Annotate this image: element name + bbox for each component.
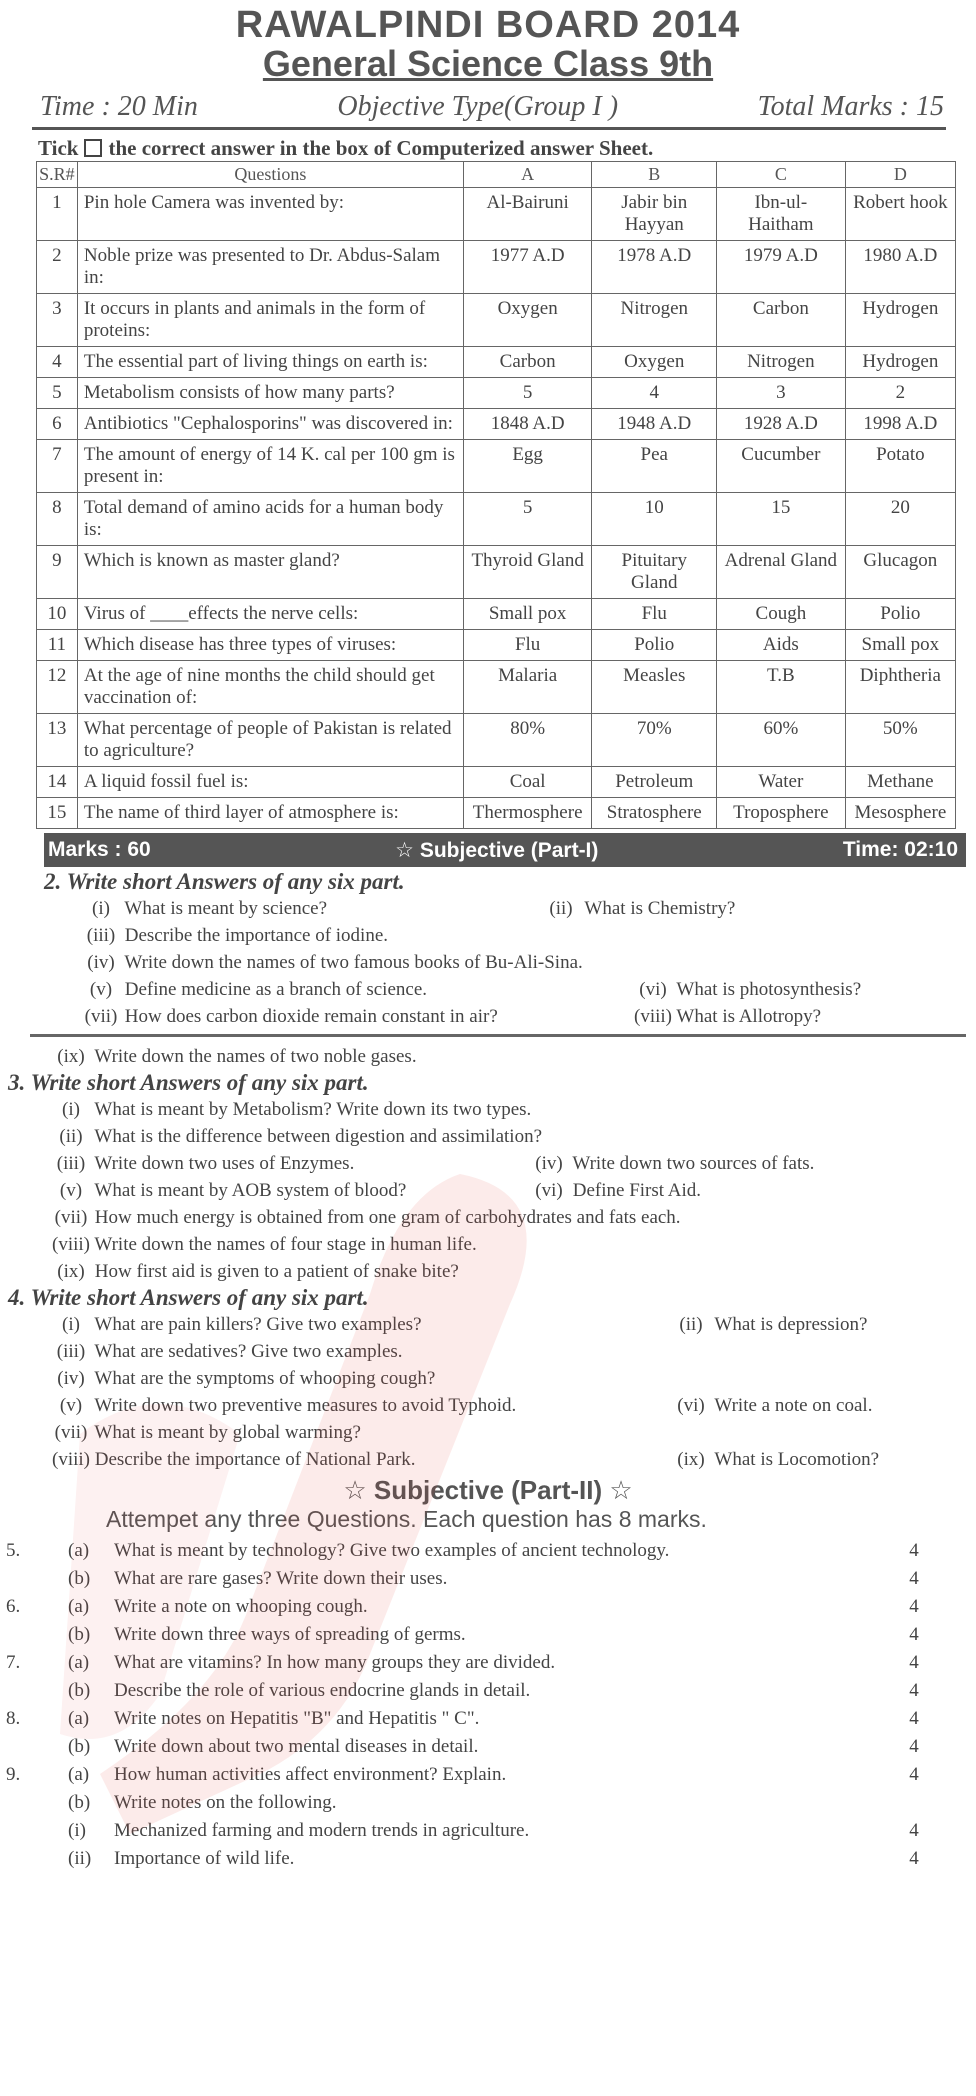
option-c-cell: T.B xyxy=(717,661,846,714)
option-c-cell: 60% xyxy=(717,714,846,767)
question-text: How human activities affect environment? Explain. xyxy=(114,1764,507,1785)
marks-value: 4 xyxy=(909,1596,919,1617)
list-item xyxy=(0,1817,976,1845)
list-item xyxy=(0,1677,976,1705)
q2-ix-row: (ix) Write down the names of two noble gases. xyxy=(57,1046,417,1067)
question-text: Write down about two mental diseases in detail. xyxy=(114,1736,479,1757)
part1-title: ☆ Subjective (Part-I) xyxy=(395,838,599,862)
list-item xyxy=(0,1705,976,1733)
table-row xyxy=(37,294,956,347)
marks-value: 4 xyxy=(909,1764,919,1785)
question-cell: The name of third layer of atmosphere is: xyxy=(77,798,463,829)
marks-value: 4 xyxy=(909,1680,919,1701)
header-c: C xyxy=(717,162,846,188)
question-cell: Antibiotics "Cephalosporins" was discovered in: xyxy=(77,409,463,440)
table-row xyxy=(37,347,956,378)
question-2: 2. Write short Answers of any six part. (i) What is meant by science? (ii) What is Chemistry? (iii) Describe the importance of iodine. (iv) Write down the names of two famous books of Bu-Ali-Sina. (v) Define medicine as a branch of science. (vi) What is photosynthesis? (vii) How does carbon dioxide remain constant in air? (viii) What is Allotropy? xyxy=(0,869,976,1030)
option-a-cell: 1977 A.D xyxy=(463,241,592,294)
option-a-cell: Carbon xyxy=(463,347,592,378)
long-questions xyxy=(0,1537,976,1873)
sr-cell: 6 xyxy=(37,409,78,440)
question-cell: A liquid fossil fuel is: xyxy=(77,767,463,798)
table-row xyxy=(37,599,956,630)
list-item xyxy=(0,1649,976,1677)
q4-i: What are pain killers? Give two examples? xyxy=(94,1314,422,1335)
question-cell: Virus of ____effects the nerve cells: xyxy=(77,599,463,630)
part-letter: (a) xyxy=(68,1652,90,1673)
instruction xyxy=(0,136,976,161)
option-c-cell: 1979 A.D xyxy=(717,241,846,294)
option-d-cell: 2 xyxy=(845,378,955,409)
q4-iv: What are the symptoms of whooping cough? xyxy=(94,1368,436,1389)
q2-vi: What is photosynthesis? xyxy=(676,979,862,1000)
question-cell: Noble prize was presented to Dr. Abdus-Salam in: xyxy=(77,241,463,294)
q4-ii: What is depression? xyxy=(714,1314,868,1335)
question-text: What is meant by technology? Give two examples of ancient technology. xyxy=(114,1540,670,1561)
option-b-cell: Pea xyxy=(592,440,717,493)
option-b-cell: Pituitary Gland xyxy=(592,546,717,599)
option-c-cell: Carbon xyxy=(717,294,846,347)
option-a-cell: Flu xyxy=(463,630,592,661)
question-cell: At the age of nine months the child should get vaccination of: xyxy=(77,661,463,714)
list-item xyxy=(0,1593,976,1621)
option-a-cell: Coal xyxy=(463,767,592,798)
sr-cell: 3 xyxy=(37,294,78,347)
part2-instruction: Attempet any three Questions. Each question has 8 marks. xyxy=(106,1506,707,1532)
option-d-cell: Polio xyxy=(845,599,955,630)
question-text: Write notes on Hepatitis "B" and Hepatitis " C". xyxy=(114,1708,480,1729)
q3-ii: What is the difference between digestion and assimilation? xyxy=(94,1126,543,1147)
q4-vi: Write a note on coal. xyxy=(714,1395,873,1416)
q2-ii: What is Chemistry? xyxy=(584,898,736,919)
mcq-body xyxy=(37,188,956,829)
option-c-cell: 3 xyxy=(717,378,846,409)
q2-iii: Describe the importance of iodine. xyxy=(124,925,389,946)
sr-cell: 4 xyxy=(37,347,78,378)
question-cell: The essential part of living things on earth is: xyxy=(77,347,463,378)
tick-word: Tick xyxy=(38,136,79,160)
q3-ix: How first aid is given to a patient of snake bite? xyxy=(94,1261,459,1282)
sr-cell: 2 xyxy=(37,241,78,294)
question-cell: Which is known as master gland? xyxy=(77,546,463,599)
part-letter: (b) xyxy=(68,1680,91,1701)
star-icon: ☆ xyxy=(395,838,420,862)
option-c-cell: Ibn-ul-Haitham xyxy=(717,188,846,241)
mcq-table xyxy=(36,161,956,829)
q4-iii: What are sedatives? Give two examples. xyxy=(94,1341,403,1362)
question-cell: Pin hole Camera was invented by: xyxy=(77,188,463,241)
header-b: B xyxy=(592,162,717,188)
table-row xyxy=(37,798,956,829)
q2-vii: How does carbon dioxide remain constant in air? xyxy=(124,1006,498,1027)
option-b-cell: Oxygen xyxy=(592,347,717,378)
option-a-cell: 1848 A.D xyxy=(463,409,592,440)
option-b-cell: Petroleum xyxy=(592,767,717,798)
option-a-cell: Egg xyxy=(463,440,592,493)
question-number: 7. xyxy=(6,1652,21,1673)
sr-cell: 8 xyxy=(37,493,78,546)
option-d-cell: Glucagon xyxy=(845,546,955,599)
sr-cell: 10 xyxy=(37,599,78,630)
option-d-cell: Diphtheria xyxy=(845,661,955,714)
part-letter: (a) xyxy=(68,1596,90,1617)
sr-cell: 14 xyxy=(37,767,78,798)
star-icon: ☆ xyxy=(343,1475,374,1505)
header-sr: S.R# xyxy=(37,162,78,188)
header-questions: Questions xyxy=(77,162,463,188)
option-d-cell: Potato xyxy=(845,440,955,493)
part-letter: (i) xyxy=(68,1820,86,1841)
question-3: 3. Write short Answers of any six part. (i) What is meant by Metabolism? Write down its two types. (ii) What is the difference between digestion and assimilation? (iii) Write down two uses of Enzymes. (iv) Write down two sources of fats. (v) What is meant by AOB system of blood? (vi) Define First Aid. (vii) How much energy is obtained from one gram of carbohydrates and fats each. (viii) Write down the names of four stage in human life. (ix) How first aid is given to a patient of snake bite? xyxy=(0,1070,976,1285)
marks-value: 4 xyxy=(909,1820,919,1841)
table-row xyxy=(37,241,956,294)
marks-value: 4 xyxy=(909,1708,919,1729)
table-header-row xyxy=(37,162,956,188)
option-d-cell: 20 xyxy=(845,493,955,546)
q2-iv: Write down the names of two famous books of Bu-Ali-Sina. xyxy=(124,952,583,973)
q4-viii: Describe the importance of National Park. xyxy=(94,1449,416,1470)
part-letter: (a) xyxy=(68,1764,90,1785)
question-text: What are rare gases? Write down their uses. xyxy=(114,1568,448,1589)
time-label: Time : 20 Min xyxy=(40,91,198,122)
marks-label: Marks : 60 xyxy=(48,838,151,861)
option-b-cell: 1948 A.D xyxy=(592,409,717,440)
option-d-cell: 1998 A.D xyxy=(845,409,955,440)
option-b-cell: 4 xyxy=(592,378,717,409)
subjective-part1-band xyxy=(44,833,966,867)
question-cell: What percentage of people of Pakistan is related to agriculture? xyxy=(77,714,463,767)
option-c-cell: Nitrogen xyxy=(717,347,846,378)
table-row xyxy=(37,630,956,661)
sr-cell: 12 xyxy=(37,661,78,714)
header-a: A xyxy=(463,162,592,188)
table-row xyxy=(37,493,956,546)
option-d-cell: 1980 A.D xyxy=(845,241,955,294)
question-number: 5. xyxy=(6,1540,21,1561)
option-a-cell: Thyroid Gland xyxy=(463,546,592,599)
question-text: Write notes on the following. xyxy=(114,1792,337,1813)
option-d-cell: 50% xyxy=(845,714,955,767)
q4-v: Write down two preventive measures to avoid Typhoid. xyxy=(94,1395,517,1416)
option-c-cell: Troposphere xyxy=(717,798,846,829)
question-4: 4. Write short Answers of any six part. (i) What are pain killers? Give two examples? (ii) What is depression? (iii) What are sedatives? Give two examples. (iv) What are the symptoms of whooping cough? (v) Write down two preventive measures to avoid Typhoid. (vi) Write a note on coal. (vii) What is meant by global warming? (viii) Describe the importance of National Park. (ix) What is Locomotion? xyxy=(0,1285,976,1473)
list-item xyxy=(0,1621,976,1649)
exam-header xyxy=(0,4,976,85)
option-b-cell: Flu xyxy=(592,599,717,630)
option-c-cell: Cough xyxy=(717,599,846,630)
star-icon: ☆ xyxy=(602,1475,633,1505)
part-letter: (b) xyxy=(68,1624,91,1645)
q2-ix: Write down the names of two noble gases. xyxy=(94,1046,417,1067)
q2-i: What is meant by science? xyxy=(124,898,328,919)
option-b-cell: 1978 A.D xyxy=(592,241,717,294)
option-d-cell: Robert hook xyxy=(845,188,955,241)
question-cell: Total demand of amino acids for a human body is: xyxy=(77,493,463,546)
question-cell: It occurs in plants and animals in the form of proteins: xyxy=(77,294,463,347)
q3-title: 3. Write short Answers of any six part. xyxy=(8,1070,369,1095)
sr-cell: 15 xyxy=(37,798,78,829)
option-a-cell: Oxygen xyxy=(463,294,592,347)
header-divider xyxy=(32,127,946,130)
question-text: Write down three ways of spreading of germs. xyxy=(114,1624,466,1645)
option-d-cell: Methane xyxy=(845,767,955,798)
table-row xyxy=(37,440,956,493)
q4-title: 4. Write short Answers of any six part. xyxy=(8,1285,369,1310)
q3-vii: How much energy is obtained from one gram of carbohydrates and fats each. xyxy=(94,1207,681,1228)
option-d-cell: Mesosphere xyxy=(845,798,955,829)
question-cell: The amount of energy of 14 K. cal per 100 gm is present in: xyxy=(77,440,463,493)
option-c-cell: Water xyxy=(717,767,846,798)
option-c-cell: 15 xyxy=(717,493,846,546)
marks-value: 4 xyxy=(909,1848,919,1869)
option-a-cell: 5 xyxy=(463,493,592,546)
question-text: Mechanized farming and modern trends in agriculture. xyxy=(114,1820,530,1841)
checkbox-icon xyxy=(84,139,102,157)
marks-value: 4 xyxy=(909,1540,919,1561)
q2-viii: What is Allotropy? xyxy=(676,1006,822,1027)
option-c-cell: Aids xyxy=(717,630,846,661)
marks-value: 4 xyxy=(909,1568,919,1589)
q2-v: Define medicine as a branch of science. xyxy=(124,979,428,1000)
option-a-cell: Al-Bairuni xyxy=(463,188,592,241)
sr-cell: 5 xyxy=(37,378,78,409)
marks-value: 4 xyxy=(909,1652,919,1673)
exam-meta-row xyxy=(0,91,976,123)
option-d-cell: Hydrogen xyxy=(845,347,955,378)
part-letter: (ii) xyxy=(68,1848,92,1869)
q3-vi: Define First Aid. xyxy=(572,1180,701,1201)
sr-cell: 7 xyxy=(37,440,78,493)
question-text: Write a note on whooping cough. xyxy=(114,1596,368,1617)
sr-cell: 11 xyxy=(37,630,78,661)
option-b-cell: 70% xyxy=(592,714,717,767)
option-b-cell: Polio xyxy=(592,630,717,661)
section-divider xyxy=(30,1034,966,1037)
question-number: 8. xyxy=(6,1708,21,1729)
option-c-cell: Adrenal Gland xyxy=(717,546,846,599)
total-marks-label: Total Marks : 15 xyxy=(757,91,944,122)
option-a-cell: 80% xyxy=(463,714,592,767)
option-b-cell: Jabir bin Hayyan xyxy=(592,188,717,241)
part-letter: (b) xyxy=(68,1792,91,1813)
part-letter: (a) xyxy=(68,1540,90,1561)
question-text: What are vitamins? In how many groups they are divided. xyxy=(114,1652,556,1673)
option-a-cell: 5 xyxy=(463,378,592,409)
option-d-cell: Hydrogen xyxy=(845,294,955,347)
option-b-cell: Measles xyxy=(592,661,717,714)
part-letter: (b) xyxy=(68,1568,91,1589)
option-b-cell: 10 xyxy=(592,493,717,546)
q3-i: What is meant by Metabolism? Write down its two types. xyxy=(94,1099,532,1120)
q3-iii: Write down two uses of Enzymes. xyxy=(94,1153,355,1174)
list-item xyxy=(0,1733,976,1761)
q4-ix: What is Locomotion? xyxy=(714,1449,880,1470)
table-row xyxy=(37,714,956,767)
list-item xyxy=(0,1761,976,1789)
list-item xyxy=(0,1789,976,1817)
table-row xyxy=(37,409,956,440)
option-c-cell: 1928 A.D xyxy=(717,409,846,440)
part-letter: (b) xyxy=(68,1736,91,1757)
type-label: Objective Type(Group I ) xyxy=(337,91,619,122)
q2-title: 2. Write short Answers of any six part. xyxy=(44,869,405,894)
list-item xyxy=(0,1537,976,1565)
question-text: Describe the role of various endocrine glands in detail. xyxy=(114,1680,531,1701)
option-d-cell: Small pox xyxy=(845,630,955,661)
list-item xyxy=(0,1845,976,1873)
part-letter: (a) xyxy=(68,1708,90,1729)
option-c-cell: Cucumber xyxy=(717,440,846,493)
question-number: 6. xyxy=(6,1596,21,1617)
instruction-text: the correct answer in the box of Computerized answer Sheet. xyxy=(108,136,654,160)
option-a-cell: Thermosphere xyxy=(463,798,592,829)
question-text: Importance of wild life. xyxy=(114,1848,295,1869)
table-row xyxy=(37,546,956,599)
q4-vii: What is meant by global warming? xyxy=(94,1422,361,1443)
option-a-cell: Small pox xyxy=(463,599,592,630)
sr-cell: 1 xyxy=(37,188,78,241)
question-cell: Which disease has three types of viruses: xyxy=(77,630,463,661)
option-b-cell: Stratosphere xyxy=(592,798,717,829)
option-b-cell: Nitrogen xyxy=(592,294,717,347)
table-row xyxy=(37,767,956,798)
marks-value: 4 xyxy=(909,1624,919,1645)
table-row xyxy=(37,378,956,409)
table-row xyxy=(37,188,956,241)
table-row xyxy=(37,661,956,714)
option-a-cell: Malaria xyxy=(463,661,592,714)
marks-value: 4 xyxy=(909,1736,919,1757)
q3-viii: Write down the names of four stage in human life. xyxy=(94,1234,477,1255)
question-number: 9. xyxy=(6,1764,21,1785)
board-title: RAWALPINDI BOARD 2014 xyxy=(235,4,741,46)
question-cell: Metabolism consists of how many parts? xyxy=(77,378,463,409)
list-item xyxy=(0,1565,976,1593)
subject-title: General Science Class 9th xyxy=(262,43,714,84)
sr-cell: 13 xyxy=(37,714,78,767)
sr-cell: 9 xyxy=(37,546,78,599)
header-d: D xyxy=(845,162,955,188)
time-label-subjective: Time: 02:10 xyxy=(842,838,958,861)
q3-v: What is meant by AOB system of blood? xyxy=(94,1180,407,1201)
part2-title: ☆ Subjective (Part-II) ☆ xyxy=(343,1475,633,1505)
q3-iv: Write down two sources of fats. xyxy=(572,1153,815,1174)
